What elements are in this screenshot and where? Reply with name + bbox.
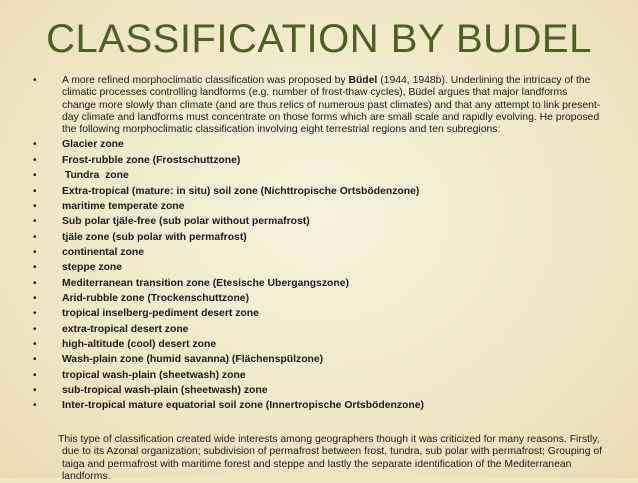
list-item <box>26 139 604 151</box>
bullet-icon: • <box>33 308 37 320</box>
zone-label: Glacier zone <box>62 139 124 151</box>
list-item <box>26 308 604 320</box>
list-item <box>26 400 604 412</box>
list-item <box>26 170 604 182</box>
intro-text: A more refined morphoclimatic classification was proposed by Büdel (1944, 1948b). Underlining the intricacy of the climatic processes controlling landforms (e.g. number of frost-thaw cycles), Büdel argues that major landforms change more slowly than climate (and are thus relics of numerous past climates) and that any attempt to link present-day climate and landforms must concentrate on those forms which are small scale and rapidly evolving. He proposed the following morphoclimatic classification involving eight terrestrial regions and ten subregions: <box>62 75 601 136</box>
list-item <box>26 216 604 228</box>
list-item <box>26 232 604 244</box>
list-item <box>26 262 604 274</box>
conclusion-text: This type of classification created wide interests among geographers though it was criticized for many reasons. Firstly, due to its Azonal organization; subdivision of permafrost between frost, tundra, sub polar with permafrost; Grouping of taiga and permafrost with maritime forest and steppe and lastly the separate identification of the Mediterranean landforms. <box>58 434 603 482</box>
bullet-icon: • <box>33 384 37 396</box>
bullet-icon: • <box>33 262 37 274</box>
bullet-icon: • <box>33 400 37 412</box>
bullet-icon: • <box>33 200 37 212</box>
zone-label: Tundra zone <box>62 170 129 182</box>
zone-label: Extra-tropical (mature: in situ) soil zone (Nichttropische Ortsbödenzone) <box>62 185 420 197</box>
zone-label: Arid-rubble zone (Trockenschuttzone) <box>62 292 250 304</box>
zone-label: steppe zone <box>62 262 123 274</box>
list-item <box>26 354 604 366</box>
intro-paragraph <box>26 75 604 136</box>
zone-label: extra-tropical desert zone <box>62 323 189 335</box>
list-item <box>26 201 604 213</box>
list-item <box>26 247 604 259</box>
bullet-list <box>26 75 604 416</box>
bullet-icon: • <box>33 369 37 381</box>
zone-label: Frost-rubble zone (Frostschuttzone) <box>62 154 241 166</box>
list-item <box>26 186 604 198</box>
bullet-icon: • <box>33 139 37 151</box>
bullet-icon: • <box>33 354 37 366</box>
zone-label: sub-tropical wash-plain (sheetwash) zone <box>62 384 268 396</box>
zone-label: Mediterranean transition zone (Etesische Ubergangszone) <box>62 277 349 289</box>
zone-list <box>26 139 604 412</box>
zone-label: continental zone <box>62 246 144 258</box>
zone-label: Wash-plain zone (humid savanna) (Flächenspülzone) <box>62 354 324 366</box>
bullet-icon: • <box>33 246 37 258</box>
bullet-icon: • <box>33 277 37 289</box>
zone-label: maritime temperate zone <box>62 200 185 212</box>
zone-label: Sub polar tjäle-free (sub polar without permafrost) <box>62 216 310 228</box>
list-item <box>26 339 604 351</box>
zone-label: tjäle zone (sub polar with permafrost) <box>62 231 247 243</box>
list-item <box>26 278 604 290</box>
bullet-icon: • <box>33 170 37 182</box>
zone-label: Inter-tropical mature equatorial soil zone (Innertropische Ortsbödenzone) <box>62 400 424 412</box>
conclusion-paragraph <box>58 434 606 483</box>
list-item <box>26 155 604 167</box>
zone-label: tropical wash-plain (sheetwash) zone <box>62 369 246 381</box>
bullet-icon: • <box>33 75 37 86</box>
bullet-icon: • <box>33 231 37 243</box>
zone-label: tropical inselberg-pediment desert zone <box>62 308 259 320</box>
slide-title: CLASSIFICATION BY BUDEL <box>46 17 592 61</box>
list-item <box>26 324 604 336</box>
list-item <box>26 370 604 382</box>
zone-label: high-altitude (cool) desert zone <box>62 338 217 350</box>
bullet-icon: • <box>33 338 37 350</box>
bullet-icon: • <box>33 292 37 304</box>
bullet-icon: • <box>33 154 37 166</box>
bullet-icon: • <box>33 185 37 197</box>
list-item <box>26 385 604 397</box>
bullet-icon: • <box>33 323 37 335</box>
list-item <box>26 293 604 305</box>
bullet-icon: • <box>33 216 37 228</box>
author-name: Büdel <box>348 75 378 86</box>
